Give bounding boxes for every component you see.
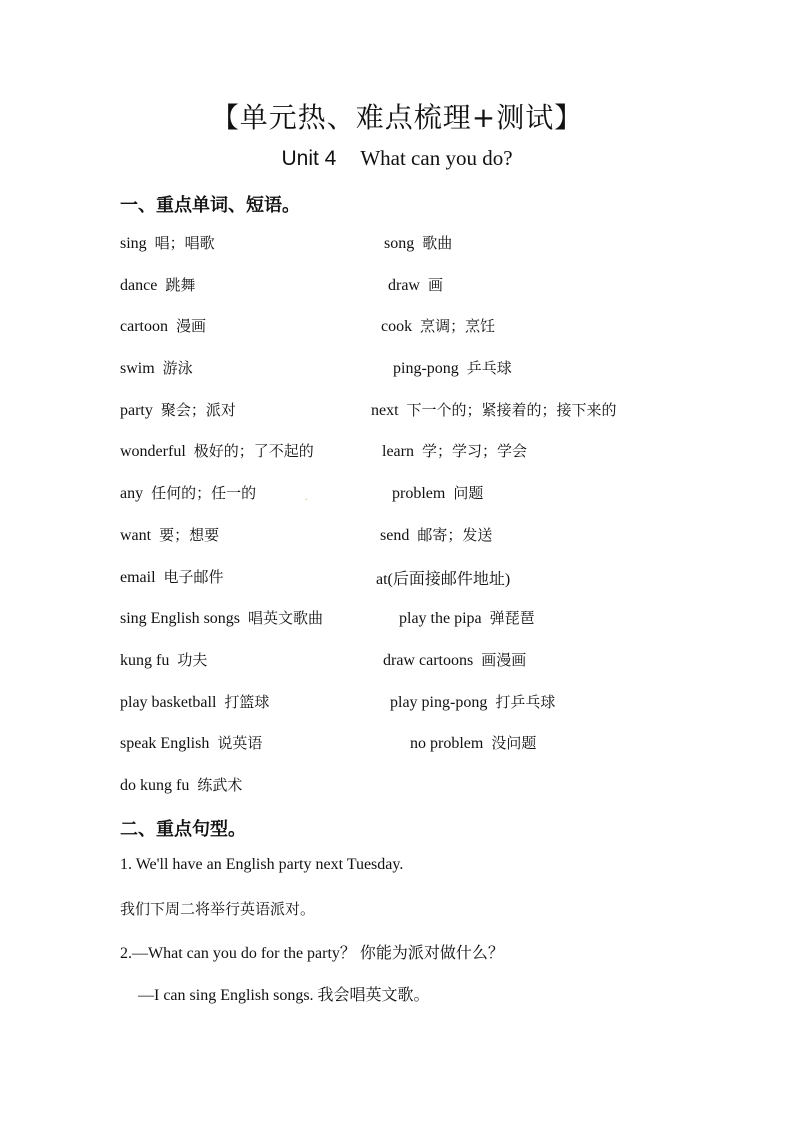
vocab-english: any xyxy=(120,485,144,503)
vocab-list xyxy=(0,232,794,816)
sentence-1-chinese: 我们下周二将举行英语派对。 xyxy=(120,900,316,918)
vocab-chinese: 唱英文歌曲 xyxy=(248,609,324,628)
vocab-english: draw xyxy=(388,276,420,294)
vocab-row xyxy=(0,399,794,441)
vocab-chinese: 电子邮件 xyxy=(163,567,224,586)
vocab-english: ping-pong xyxy=(393,360,459,378)
vocab-item-right xyxy=(383,649,526,670)
vocab-row xyxy=(0,607,794,649)
vocab-item-left xyxy=(120,399,236,420)
vocab-item-left xyxy=(120,607,323,628)
vocab-chinese: 说英语 xyxy=(217,734,263,753)
vocab-item-left xyxy=(120,232,215,253)
vocab-english: sing xyxy=(120,235,147,252)
vocab-english: swim xyxy=(120,360,155,378)
vocab-chinese: 打乒乓球 xyxy=(495,692,556,711)
vocab-row xyxy=(0,232,794,274)
stray-mark: . xyxy=(305,492,308,503)
vocab-item-right xyxy=(410,732,536,753)
vocab-english: dance xyxy=(120,276,158,294)
sentences-section-heading: 二、重点句型。 xyxy=(120,819,246,840)
vocab-chinese: 聚会；派对 xyxy=(160,400,236,419)
vocab-item-left xyxy=(120,566,224,587)
vocab-row xyxy=(0,524,794,566)
vocab-english: play basketball xyxy=(120,693,217,711)
vocab-item-left xyxy=(120,691,269,712)
vocab-chinese: 没问题 xyxy=(491,734,537,753)
vocab-chinese: 打篮球 xyxy=(224,692,270,711)
vocab-english: do kung fu xyxy=(120,776,190,794)
vocab-chinese: 游泳 xyxy=(162,359,193,378)
vocab-item-right xyxy=(371,399,617,420)
vocab-chinese: 唱；唱歌 xyxy=(154,234,215,252)
vocab-row xyxy=(0,732,794,774)
vocab-item-left xyxy=(120,357,193,378)
sentence-2-answer: —I can sing English songs. 我会唱英文歌。 xyxy=(138,987,430,1004)
vocab-item-right xyxy=(381,315,495,336)
vocab-english: problem xyxy=(392,485,446,503)
vocab-english: email xyxy=(120,568,156,586)
vocab-row xyxy=(0,482,794,524)
vocab-item-right xyxy=(382,440,527,461)
sentence-2-question: 2.—What can you do for the party？ 你能为派对做什么？ xyxy=(120,945,504,962)
key-sentences xyxy=(120,856,720,1024)
vocab-chinese: 弹琵琶 xyxy=(489,609,535,628)
vocab-item-left xyxy=(120,315,206,336)
vocab-item-left xyxy=(120,732,262,753)
vocab-english: next xyxy=(371,401,399,419)
vocab-chinese: 练武术 xyxy=(197,775,243,794)
vocab-row xyxy=(0,566,794,608)
vocab-chinese: 漫画 xyxy=(175,317,206,336)
vocab-chinese: 乒乓球 xyxy=(466,359,512,378)
vocab-chinese: 任何的；任一的 xyxy=(151,484,257,503)
vocab-row xyxy=(0,774,794,816)
vocab-item-right xyxy=(388,274,443,295)
vocab-item-right xyxy=(390,691,555,712)
vocab-chinese: 要；想要 xyxy=(159,525,220,544)
vocab-item-left xyxy=(120,440,314,461)
vocab-chinese: 问题 xyxy=(453,484,484,503)
vocab-item-left xyxy=(120,649,207,670)
vocab-row xyxy=(0,315,794,357)
unit-label: Unit 4 xyxy=(281,147,337,170)
vocab-section-heading: 一、重点单词、短语。 xyxy=(120,195,300,216)
vocab-english: send xyxy=(380,526,410,544)
vocab-english: cook xyxy=(381,318,413,336)
vocab-english: sing English songs xyxy=(120,610,241,628)
vocab-english: learn xyxy=(382,443,414,461)
vocab-chinese: 跳舞 xyxy=(165,275,196,294)
vocab-item-left xyxy=(120,774,242,795)
vocab-english: no problem xyxy=(410,735,484,753)
vocab-row xyxy=(0,649,794,691)
vocab-row xyxy=(0,357,794,399)
vocab-english: speak English xyxy=(120,735,210,753)
vocab-chinese: 烹调；烹饪 xyxy=(420,317,496,336)
vocab-item-right xyxy=(399,607,535,628)
unit-question: What can you do? xyxy=(360,146,513,170)
vocab-english: song xyxy=(384,235,415,252)
vocab-row xyxy=(0,274,794,316)
page-title: 【单元热、难点梳理+测试】 xyxy=(210,101,584,134)
sentence-1-english: 1. We'll have an English party next Tuesday. xyxy=(120,856,404,873)
vocab-row xyxy=(0,440,794,482)
vocab-chinese: 歌曲 xyxy=(422,234,453,252)
vocab-english: draw cartoons xyxy=(383,651,474,669)
vocab-english: play the pipa xyxy=(399,610,482,628)
vocab-chinese: 画 xyxy=(427,275,443,294)
vocab-item-right xyxy=(376,566,510,589)
vocab-english: party xyxy=(120,401,153,419)
vocab-english: kung fu xyxy=(120,651,170,669)
vocab-english: cartoon xyxy=(120,318,168,336)
vocab-chinese: 极好的；了不起的 xyxy=(193,442,314,461)
vocab-item-right xyxy=(384,232,452,253)
vocab-english: wonderful xyxy=(120,443,186,461)
vocab-chinese: 学；学习；学会 xyxy=(421,442,527,461)
vocab-chinese: 画漫画 xyxy=(481,650,527,669)
vocab-chinese: 邮寄；发送 xyxy=(417,525,493,544)
vocab-english: want xyxy=(120,526,152,544)
vocab-item-right xyxy=(392,482,483,503)
vocab-item-left xyxy=(120,524,219,545)
vocab-row xyxy=(0,691,794,733)
vocab-chinese: 功夫 xyxy=(177,650,208,669)
vocab-item-left xyxy=(120,274,195,295)
vocab-english: at(后面接邮件地址) xyxy=(376,570,511,588)
unit-subtitle xyxy=(0,146,794,171)
vocab-chinese: 下一个的；紧接着的；接下来的 xyxy=(406,400,617,419)
vocab-english: play ping-pong xyxy=(390,693,488,711)
vocab-item-left xyxy=(120,482,256,503)
vocab-item-right xyxy=(393,357,512,378)
vocab-item-right xyxy=(380,524,492,545)
